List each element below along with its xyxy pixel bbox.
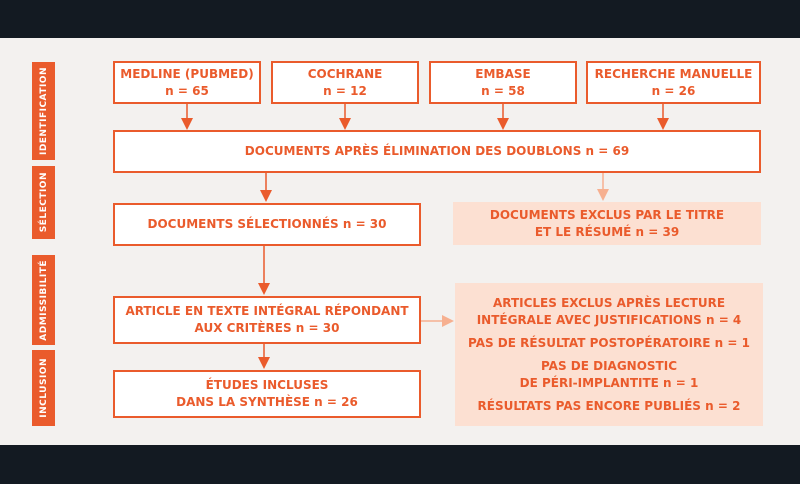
header-line: ARTICLES EXCLUS APRÈS LECTURE [492, 295, 726, 310]
source-name: MEDLINE (PUBMED) [120, 66, 254, 81]
source-count: n = 12 [323, 83, 367, 98]
header-line: INTÉGRALE AVEC JUSTIFICATIONS n = 4 [476, 312, 742, 327]
selected-text: DOCUMENTS SÉLECTIONNÉS n = 30 [147, 217, 387, 231]
fulltext-line: AUX CRITÈRES n = 30 [194, 321, 340, 335]
source-count: n = 58 [481, 83, 525, 98]
source-name: EMBASE [475, 66, 531, 81]
reason-line: PAS DE RÉSULTAT POSTOPÉRATOIRE n = 1 [468, 335, 750, 350]
dedup-text: DOCUMENTS APRÈS ÉLIMINATION DES DOUBLONS n = 69 [244, 144, 630, 158]
included-line: ÉTUDES INCLUSES [205, 378, 329, 392]
fulltext-line: ARTICLE EN TEXTE INTÉGRAL RÉPONDANT [125, 304, 409, 318]
excluded-title-line: ET LE RÉSUMÉ n = 39 [534, 224, 680, 239]
stage-label: INCLUSION [38, 358, 49, 418]
source-name: RECHERCHE MANUELLE [594, 66, 753, 81]
source-name: COCHRANE [307, 66, 383, 81]
reason-line: DE PÉRI-IMPLANTITE n = 1 [519, 375, 699, 390]
stage-label: SÉLECTION [38, 172, 49, 233]
source-count: n = 65 [165, 83, 209, 98]
excluded-title-line: DOCUMENTS EXCLUS PAR LE TITRE [489, 207, 725, 222]
reason-line: PAS DE DIAGNOSTIC [540, 358, 678, 373]
included-line: DANS LA SYNTHÈSE n = 26 [176, 395, 358, 409]
stage-label: IDENTIFICATION [38, 66, 49, 156]
reason-line: RÉSULTATS PAS ENCORE PUBLIÉS n = 2 [477, 398, 741, 413]
source-count: n = 26 [651, 83, 696, 98]
stage-label: ADMISSIBILITÉ [38, 259, 49, 341]
